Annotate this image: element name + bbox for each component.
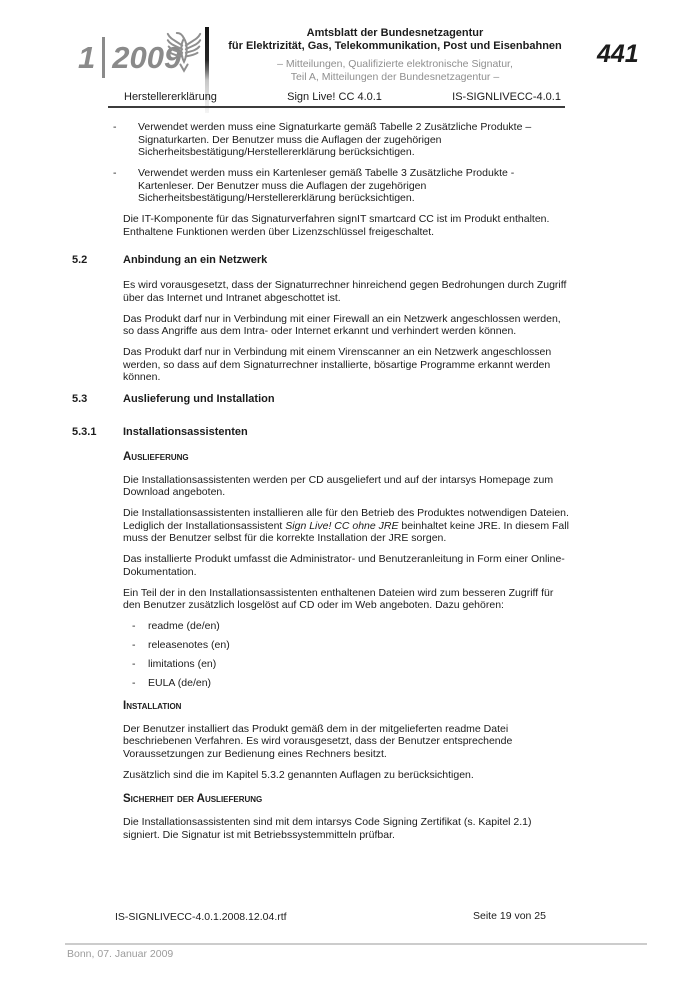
document-header-row [108, 90, 565, 108]
subsection-heading-sicherheit: Sicherheit der Auslieferung [123, 793, 263, 805]
masthead-subtitle-line1: – Mitteilungen, Qualifizierte elektronische Signatur, [277, 58, 513, 70]
doc-header-left: Herstellererklärung [124, 91, 217, 103]
paragraph-text: Die Installationsassistenten installieren alle für den Betrieb des Produktes notwendigen Dateien. Lediglich der Installationsassistent [123, 507, 569, 532]
list-item-text: limitations (en) [148, 658, 217, 670]
paragraph: Es wird vorausgesetzt, dass der Signaturrechner hinreichend gegen Bedrohungen durch Zugriff über das Internet und Intranet abgeschottet ist. [123, 279, 567, 304]
paragraph: Die IT-Komponente für das Signaturverfahren signIT smartcard CC ist im Produkt enthalten. Enthaltene Funktionen werden über Lizenzschlüssel freigeschaltet. [123, 213, 550, 238]
paragraph: Das Produkt darf nur in Verbindung mit einem Virenscanner an ein Netzwerk angeschlossen werden, so dass auf dem Signaturrechner installierte, bösartige Programme erkannt werden können. [123, 346, 552, 383]
document-body [72, 121, 571, 850]
file-list [123, 620, 571, 690]
list-item [113, 167, 571, 205]
section-number: 5.2 [72, 254, 88, 266]
list-item-text: readme (de/en) [148, 620, 220, 632]
paragraph: Die Installationsassistenten werden per CD ausgeliefert und auf der intarsys Homepage zum Download angeboten. [123, 473, 554, 498]
dash-bullet-marker: - [132, 677, 136, 689]
masthead-title-block [215, 27, 575, 83]
section-heading-5-2 [72, 254, 571, 267]
list-item-text: Verwendet werden muss ein Kartenleser gemäß Tabelle 3 Zusätzliche Produkte - Kartenleser. Der Benutzer muss die Auflagen der zugehörigen Sicherheitsbestätigung/Herstellererklärung berücksichtigen. [138, 167, 515, 204]
section-title: Anbindung an ein Netzwerk [123, 254, 268, 266]
issue-number: 1 [78, 40, 96, 75]
list-item [123, 677, 571, 690]
doc-header-center: Sign Live! CC 4.0.1 [287, 91, 382, 103]
paragraph: Die Installationsassistenten sind mit dem intarsys Code Signing Zertifikat (s. Kapitel 2.1) signiert. Die Signatur ist mit Betriebssystemmitteln prüfbar. [123, 816, 532, 841]
edition-page-number: 441 [597, 40, 639, 68]
dash-bullet-marker: - [113, 167, 117, 179]
footer-divider-line [65, 943, 647, 945]
masthead-subtitle-line2: Teil A, Mitteilungen der Bundesnetzagentur – [290, 70, 500, 83]
paragraph: Zusätzlich sind die im Kapitel 5.3.2 genannten Auflagen zu berücksichtigen. [123, 768, 474, 781]
footer-filename: IS-SIGNLIVECC-4.0.1.2008.12.04.rtf [115, 911, 287, 923]
section-title: Installationsassistenten [123, 425, 248, 438]
dash-bullet-marker: - [132, 620, 136, 632]
dash-bullet-marker: - [132, 658, 136, 670]
footer-page-info: Seite 19 von 25 [473, 910, 546, 922]
list-item [123, 658, 571, 671]
masthead-title-line2: für Elektrizität, Gas, Telekommunikation, Post und Eisenbahnen [228, 40, 562, 52]
list-item-text: releasenotes (en) [148, 639, 230, 651]
paragraph [123, 507, 571, 545]
paragraph: Der Benutzer installiert das Produkt gemäß dem in der mitgelieferten readme Datei beschriebenen Verfahren. Es wird vorausgesetzt, dass der Benutzer entsprechende Voraussetzungen zur Bedienung eines Rechners besitzt. [123, 722, 513, 760]
paragraph: Das installierte Produkt umfasst die Administrator- und Benutzeranleitung in Form einer Online-Dokumentation. [123, 553, 565, 578]
issue-year: 2009 [112, 40, 182, 75]
list-item-text: Verwendet werden muss eine Signaturkarte gemäß Tabelle 2 Zusätzliche Produkte – Signaturkarten. Der Benutzer muss die Auflagen der zugehörigen Sicherheitsbestätigung/Herstellererklärung berücksichtigen. [138, 121, 532, 158]
footer-date-location: Bonn, 07. Januar 2009 [67, 948, 174, 960]
paragraph: Das Produkt darf nur in Verbindung mit einer Firewall an ein Netzwerk angeschlossen werden, so dass Angriffe aus dem Intra- oder Internet erkannt und verhindert werden können. [123, 312, 561, 337]
federal-eagle-icon [166, 26, 202, 76]
product-name-italic: Sign Live! CC ohne JRE [285, 519, 399, 532]
paragraph-text: beinhaltet keine JRE. In diesem Fall muss der Benutzer selbst für die korrekte Installation der JRE sorgen. [123, 519, 569, 544]
subsection-heading-installation: Installation [123, 699, 182, 712]
section-heading-5-3 [72, 392, 571, 406]
masthead-title-line1: Amtsblatt der Bundesnetzagentur [306, 27, 484, 39]
section-number: 5.3 [72, 392, 88, 405]
subsection-heading-auslieferung: Auslieferung [123, 450, 189, 463]
dash-bullet-marker: - [113, 121, 117, 133]
list-item [123, 639, 571, 652]
section-number: 5.3.1 [72, 425, 97, 438]
doc-header-right: IS-SIGNLIVECC-4.0.1 [452, 91, 561, 103]
list-item [113, 121, 571, 159]
section-heading-5-3-1 [72, 425, 571, 439]
list-item-text: EULA (de/en) [148, 677, 212, 689]
list-item [123, 620, 571, 633]
dash-bullet-marker: - [132, 639, 136, 651]
section-title: Auslieferung und Installation [123, 392, 275, 405]
issue-separator-bar [102, 37, 105, 78]
paragraph: Ein Teil der in den Installationsassistenten enthaltenen Dateien wird zum besseren Zugriff für den Benutzer zusätzlich losgelöst auf CD oder im Web angeboten. Dazu gehören: [123, 586, 554, 611]
